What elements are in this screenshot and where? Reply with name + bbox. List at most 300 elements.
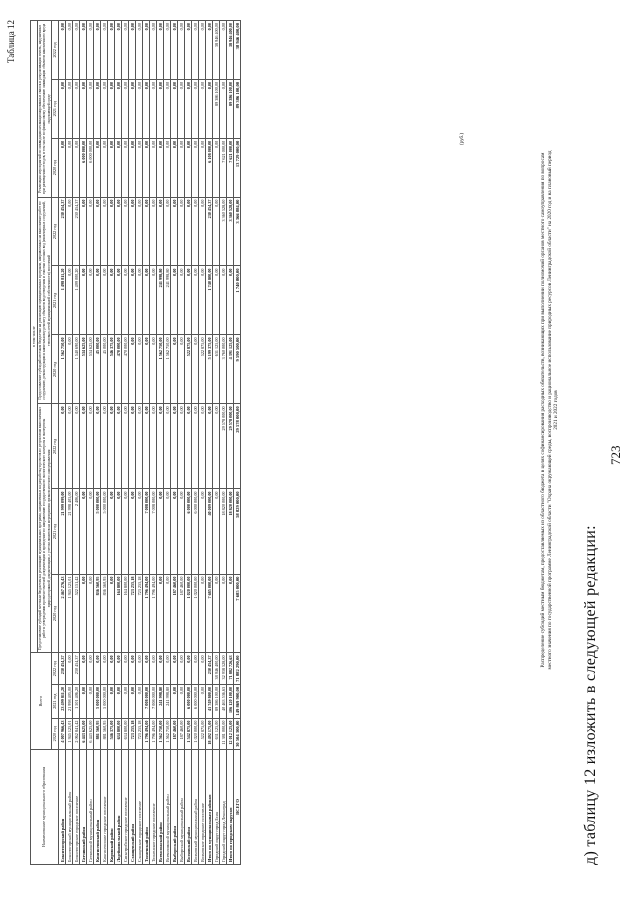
cell-value: 6 108 000,00: [206, 138, 213, 197]
row-name: Бокситогорский муниципальный район: [66, 750, 73, 865]
cell-value: 0,00: [171, 489, 178, 574]
cell-value: 0,00: [164, 138, 171, 197]
row-name: Выборгский муниципальный район: [178, 750, 185, 865]
cell-value: 0,00: [122, 197, 129, 266]
year-header-y2021: 2021 год: [52, 684, 59, 718]
cell-value: 0,00: [66, 266, 73, 335]
cell-value: 0,00: [101, 653, 108, 684]
cell-value: 0,00: [213, 266, 220, 335]
year-header-y2020: 2020 год: [52, 138, 59, 197]
row-name: Кингисеппский район: [94, 750, 101, 865]
cell-value: 522 151,42: [73, 574, 80, 653]
cell-value: 0,00: [150, 21, 157, 80]
cell-value: 0,00: [199, 138, 206, 197]
table-row: [164, 21, 171, 865]
total-value: 9 590 500,00: [234, 335, 241, 404]
cell-value: 0,00: [94, 197, 101, 266]
cell-value: 2 406,00: [73, 489, 80, 574]
row-name: Городской округ город Есин: [213, 750, 220, 865]
cell-value: 45 000,00: [94, 335, 101, 404]
cell-value: 1 020 000,00: [192, 718, 199, 749]
cell-value: 0,00: [80, 489, 87, 574]
cell-value: 0,00: [122, 138, 129, 197]
cell-value: 7 008 000,00: [150, 684, 157, 718]
cell-value: 0,00: [101, 404, 108, 489]
cell-value: 3 360 528,00: [220, 197, 227, 266]
table-row: [220, 21, 227, 865]
cell-value: 1 740 800,00: [206, 266, 213, 335]
cell-value: 40 009 000,00: [206, 489, 213, 574]
cell-value: 0,00: [66, 79, 73, 138]
total-value: 13 729 000,00: [234, 138, 241, 197]
cell-value: 0,00: [66, 653, 73, 684]
cell-value: 0,00: [101, 21, 108, 80]
cell-value: 0,00: [108, 197, 115, 266]
cell-value: 0,00: [108, 21, 115, 80]
cell-value: 0,00: [157, 21, 164, 80]
table-row: [178, 21, 185, 865]
cell-value: 0,00: [115, 197, 122, 266]
cell-value: 164 800,00: [115, 574, 122, 653]
cell-value: 0,00: [59, 138, 66, 197]
cell-value: 0,00: [101, 197, 108, 266]
cell-value: 0,00: [136, 197, 143, 266]
cell-value: 0,00: [185, 79, 192, 138]
cell-value: 0,00: [129, 138, 136, 197]
cell-value: 0,00: [192, 266, 199, 335]
cell-value: 6 443 625,00: [87, 718, 94, 749]
year-header-y2021: 2021 год: [52, 489, 59, 574]
cell-value: 6 443 625,00: [80, 718, 87, 749]
cell-value: 0,00: [171, 404, 178, 489]
row-name: Всеволожский муниципальный район: [164, 750, 171, 865]
table-row: [129, 21, 136, 865]
cell-value: 836 560,95: [101, 574, 108, 653]
col-header-group-3: Реализация мероприятий по ликвидации несанкционированных свалок и рекультивации земель, нарушенных при размещении отходов, в том числе по финансовому обеспечению ликвидации объектов накопленного вреда окружающей среде: [37, 21, 51, 198]
cell-value: 3 360 528,00: [227, 197, 234, 266]
cell-value: 1 796 494,00: [143, 574, 150, 653]
cell-value: 1 499 000,20: [73, 266, 80, 335]
cell-value: 522 875,00: [185, 335, 192, 404]
cell-value: 0,00: [94, 653, 101, 684]
table-row: [87, 21, 94, 865]
cell-value: 0,00: [143, 404, 150, 489]
cell-value: 0,00: [185, 266, 192, 335]
total-value: 7 685 000,00: [234, 574, 241, 653]
cell-value: 534 625,00: [80, 335, 87, 404]
cell-value: 0,00: [178, 404, 185, 489]
cell-value: 0,00: [192, 21, 199, 80]
cell-value: 0,00: [199, 404, 206, 489]
year-header-y2020: 2020 год: [52, 718, 59, 749]
row-name: Тосненский район: [143, 750, 150, 865]
cell-value: 2 062 841,42: [73, 718, 80, 749]
table-row: [136, 21, 143, 865]
cell-value: 0,00: [115, 653, 122, 684]
cell-value: 522 875,00: [199, 335, 206, 404]
total-label: ВСЕГО: [234, 750, 241, 865]
row-name: Лодейнопольский район: [115, 750, 122, 865]
cell-value: 0,00: [178, 653, 185, 684]
table-row: [171, 21, 178, 865]
cell-value: 106 120 100,00: [227, 684, 234, 718]
cell-value: 0,00: [87, 197, 94, 266]
row-name: Кингисеппское городское поселение: [101, 750, 108, 865]
table-row: [66, 21, 73, 865]
table-row: [185, 21, 192, 865]
cell-value: 0,00: [185, 404, 192, 489]
cell-value: 0,00: [178, 197, 185, 266]
cell-value: 0,00: [143, 138, 150, 197]
cell-value: 0,00: [129, 79, 136, 138]
cell-value: 0,00: [122, 79, 129, 138]
cell-value: 71 882 726,63: [227, 653, 234, 684]
cell-value: 0,00: [199, 79, 206, 138]
row-name: Итого по городским округам: [227, 750, 234, 865]
cell-value: 1 796 494,00: [143, 718, 150, 749]
table-row: [115, 21, 122, 865]
cell-value: 0,00: [66, 138, 73, 197]
cell-value: 0,00: [157, 489, 164, 574]
cell-value: 0,00: [59, 79, 66, 138]
year-header-y2020: 2020 год: [52, 574, 59, 653]
row-name: Всеволожский район: [157, 750, 164, 865]
cell-value: 6 000 000,00: [87, 138, 94, 197]
row-name: Волховский район: [185, 750, 192, 865]
cell-value: 0,00: [129, 21, 136, 80]
cell-value: 187 460,00: [171, 574, 178, 653]
cell-value: 0,00: [59, 21, 66, 80]
table-caption: Распределение субсидий местным бюджетам, предоставляемых из областного бюджета в целях софинансирования расходных обязательств, возникающих при выполнении полномочий органов местного самоуправления по вопросам местного значения по государственной программе Ленинградской области "Охрана окружающей среды, воспроизводство и рациональное использование природных ресурсов Ленинградской области" на 2020 год и на плановый период 2021 и 2022 годов: [540, 150, 559, 670]
cell-value: 836 560,95: [94, 574, 101, 653]
cell-value: 0,00: [164, 21, 171, 80]
cell-value: 0,00: [157, 79, 164, 138]
year-header-y2022: 2022 год: [52, 21, 59, 80]
cell-value: 230 454,37: [59, 197, 66, 266]
cell-value: 0,00: [178, 266, 185, 335]
cell-value: 0,00: [80, 266, 87, 335]
cell-value: 0,00: [220, 79, 227, 138]
cell-value: 5 000 000,00: [101, 684, 108, 718]
cell-value: 21 999 099,00: [59, 489, 66, 574]
cell-value: 0,00: [108, 79, 115, 138]
row-name: Городской округ город Ленинград: [220, 750, 227, 865]
year-header-y2021: 2021 год: [52, 266, 59, 335]
cell-value: 89 386 100,00: [213, 684, 220, 718]
cell-value: 0,00: [185, 138, 192, 197]
cell-value: 7 621 000,00: [220, 138, 227, 197]
total-value: 149 869 900,00: [234, 684, 241, 718]
cell-value: 0,00: [129, 266, 136, 335]
total-value: 29 578 000,00: [234, 404, 241, 489]
cell-value: 0,00: [136, 335, 143, 404]
cell-value: 38 946 400,00: [227, 21, 234, 80]
cell-value: 0,00: [80, 684, 87, 718]
cell-value: 0,00: [213, 138, 220, 197]
cell-value: 41 749 800,00: [206, 684, 213, 718]
cell-value: 187 460,00: [178, 574, 185, 653]
cell-value: 522 875,00: [199, 718, 206, 749]
col-header-group-1: Предоставление субсидий местным бюджетам на реализацию муниципальных программ, направленных на разработку проектов по результатам выполненных работ и утверждении проектно-сметной документации и проведение по направлению государственного экологического контроля и экспертизы природоохранной документации, с учетом лимитов на мероприятия органов местного самоуправления: [37, 404, 51, 653]
cell-value: 0,00: [122, 21, 129, 80]
cell-value: 0,00: [136, 653, 143, 684]
cell-value: 5 199 375,00: [206, 335, 213, 404]
cell-value: 12 012 125,00: [227, 718, 234, 749]
cell-value: 1 796 494,00: [150, 574, 157, 653]
total-value: 89 386 100,00: [234, 79, 241, 138]
cell-value: 0,00: [136, 138, 143, 197]
page-heading: д) таблицу 12 изложить в следующей редакции:: [582, 525, 599, 865]
cell-value: 0,00: [220, 574, 227, 653]
col-header-total: Всего: [31, 653, 52, 750]
cell-value: 0,00: [199, 197, 206, 266]
cell-value: 230 454,37: [59, 653, 66, 684]
cell-value: 723 255,18: [136, 574, 143, 653]
cell-value: 0,00: [66, 335, 73, 404]
cell-value: 4 391 125,00: [227, 335, 234, 404]
table-row: [206, 21, 213, 865]
cell-value: 0,00: [129, 404, 136, 489]
row-name: Гатчинский муниципальный район: [87, 750, 94, 865]
cell-value: 29 578 000,00: [220, 404, 227, 489]
cell-value: 0,00: [101, 79, 108, 138]
cell-value: 0,00: [94, 138, 101, 197]
table-row: [122, 21, 129, 865]
year-header-y2022: 2022 год: [52, 197, 59, 266]
cell-value: 0,00: [80, 574, 87, 653]
cell-value: 0,00: [115, 684, 122, 718]
cell-value: 0,00: [73, 404, 80, 489]
row-name: Бокситогорское городское поселение: [73, 750, 80, 865]
cell-value: 230 454,37: [206, 653, 213, 684]
cell-value: 0,00: [80, 79, 87, 138]
cell-value: 0,00: [150, 653, 157, 684]
cell-value: 5 000 000,00: [94, 489, 101, 574]
cell-value: 6 000 000,00: [192, 489, 199, 574]
cell-value: 0,00: [185, 197, 192, 266]
cell-value: 0,00: [171, 266, 178, 335]
cell-value: 0,00: [80, 21, 87, 80]
cell-value: 0,00: [171, 138, 178, 197]
cell-value: 0,00: [143, 79, 150, 138]
cell-value: 0,00: [136, 79, 143, 138]
cell-value: 0,00: [108, 684, 115, 718]
cell-value: 634 800,00: [115, 718, 122, 749]
cell-value: 546 375,00: [108, 718, 115, 749]
table-row: [108, 21, 115, 865]
cell-value: 0,00: [150, 197, 157, 266]
cell-value: 0,00: [87, 653, 94, 684]
row-name: Итого по муниципальным районам: [206, 750, 213, 865]
cell-value: 0,00: [171, 197, 178, 266]
cell-value: 0,00: [150, 79, 157, 138]
cell-value: 0,00: [115, 79, 122, 138]
cell-value: 1 020 000,00: [192, 574, 199, 653]
cell-value: 0,00: [199, 653, 206, 684]
cell-value: 0,00: [220, 266, 227, 335]
cell-value: 0,00: [150, 138, 157, 197]
cell-value: 0,00: [122, 404, 129, 489]
cell-value: 0,00: [171, 684, 178, 718]
cell-value: 0,00: [178, 335, 185, 404]
cell-value: 0,00: [129, 684, 136, 718]
cell-value: 0,00: [122, 489, 129, 574]
cell-value: 23 499 811,20: [59, 684, 66, 718]
cell-value: 0,00: [143, 266, 150, 335]
cell-value: 6 000 000,00: [185, 684, 192, 718]
row-name: Выборгский район: [171, 750, 178, 865]
cell-value: 0,00: [192, 653, 199, 684]
cell-value: 0,00: [129, 335, 136, 404]
cell-value: 0,00: [206, 404, 213, 489]
row-name: Волховское городское поселение: [199, 750, 206, 865]
page-number: 723: [608, 445, 623, 465]
cell-value: 0,00: [178, 79, 185, 138]
cell-value: 1 945 125,01: [66, 574, 73, 653]
cell-value: 0,00: [171, 21, 178, 80]
cell-value: 0,00: [66, 21, 73, 80]
cell-value: 0,00: [150, 335, 157, 404]
cell-value: 0,00: [164, 197, 171, 266]
table-row: [94, 21, 101, 865]
cell-value: 6 000 000,00: [192, 684, 199, 718]
cell-value: 0,00: [213, 197, 220, 266]
cell-value: 5 000 000,00: [101, 489, 108, 574]
cell-value: 881 560,95: [101, 718, 108, 749]
cell-value: 0,00: [206, 21, 213, 80]
row-name: Сланцевское городское поселение: [136, 750, 143, 865]
row-name: Кировский район: [108, 750, 115, 865]
cell-value: 1 562 750,00: [157, 718, 164, 749]
cell-value: 164 800,00: [122, 574, 129, 653]
cell-value: 1 562 750,00: [59, 335, 66, 404]
cell-value: 0,00: [178, 138, 185, 197]
cell-value: 45 000,00: [101, 335, 108, 404]
cell-value: 0,00: [143, 21, 150, 80]
cell-value: 7 008 000,00: [150, 489, 157, 574]
table-row: [59, 21, 66, 865]
cell-value: 0,00: [199, 574, 206, 653]
cell-value: 0,00: [185, 653, 192, 684]
cell-value: 0,00: [136, 266, 143, 335]
table-row: [157, 21, 164, 865]
cell-value: 0,00: [122, 653, 129, 684]
cell-value: 11 381 000,00: [220, 718, 227, 749]
cell-value: 0,00: [164, 653, 171, 684]
total-value: 38 946 400,00: [234, 21, 241, 80]
cell-value: 0,00: [171, 79, 178, 138]
total-row: [234, 21, 241, 865]
col-header-in-that: в том числе: [31, 21, 38, 653]
cell-value: 0,00: [213, 489, 220, 574]
cell-value: 18 820 000,00: [227, 489, 234, 574]
cell-value: 0,00: [143, 335, 150, 404]
cell-value: 0,00: [213, 404, 220, 489]
cell-value: 0,00: [157, 653, 164, 684]
cell-value: 89 386 100,00: [213, 79, 220, 138]
cell-value: 0,00: [213, 574, 220, 653]
year-header-row: [52, 21, 59, 865]
cell-value: 187 460,00: [171, 718, 178, 749]
total-value: 3 366 884,00: [234, 197, 241, 266]
cell-value: 0,00: [199, 21, 206, 80]
cell-value: 0,00: [199, 489, 206, 574]
cell-value: 0,00: [87, 684, 94, 718]
cell-value: 0,00: [164, 404, 171, 489]
cell-value: 0,00: [73, 21, 80, 80]
cell-value: 723 255,18: [129, 574, 136, 653]
cell-value: 0,00: [87, 574, 94, 653]
cell-value: 0,00: [171, 653, 178, 684]
cell-value: 881 560,95: [94, 718, 101, 749]
cell-value: 0,00: [66, 404, 73, 489]
cell-value: 0,00: [108, 266, 115, 335]
cell-value: 0,00: [129, 489, 136, 574]
cell-value: 0,00: [80, 197, 87, 266]
cell-value: 1 020 000,00: [185, 574, 192, 653]
cell-value: 32 938 528,00: [220, 653, 227, 684]
cell-value: 230 454,37: [73, 653, 80, 684]
cell-value: 1 540 690,00: [73, 335, 80, 404]
cell-value: 40 463 536,63: [220, 684, 227, 718]
cell-value: 0,00: [108, 653, 115, 684]
cell-value: 0,00: [115, 138, 122, 197]
table-body: [59, 21, 241, 865]
table-row: [192, 21, 199, 865]
cell-value: 0,00: [115, 489, 122, 574]
cell-value: 1 562 750,00: [164, 335, 171, 404]
cell-value: 0,00: [73, 138, 80, 197]
cell-value: 230 454,37: [73, 197, 80, 266]
cell-value: 0,00: [87, 21, 94, 80]
cell-value: 534 625,00: [87, 335, 94, 404]
cell-value: 0,00: [129, 197, 136, 266]
cell-value: 0,00: [150, 404, 157, 489]
col-header-group-2: Предоставление субсидий местным бюджетам на реализацию муниципальных программ, направленных на выполнение работ по сооружению, реконструкции и капитальному ремонту объектов водоотведения и очистки сточных вод (инженерных сооружений, тепловых сетей муниципальной собственности) поселений: [37, 197, 51, 404]
cell-value: 0,00: [122, 684, 129, 718]
col-header-name: Наименование муниципального образования: [31, 750, 59, 865]
cell-value: 0,00: [136, 404, 143, 489]
cell-value: 0,00: [227, 266, 234, 335]
cell-value: 5 000 000,00: [94, 684, 101, 718]
table-label: Таблица 12: [6, 20, 16, 63]
cell-value: 0,00: [192, 404, 199, 489]
cell-value: 0,00: [108, 404, 115, 489]
cell-value: 7 008 000,00: [143, 684, 150, 718]
cell-value: 21 998 405,00: [66, 489, 73, 574]
subsidy-table: [30, 20, 241, 865]
cell-value: 0,00: [122, 266, 129, 335]
cell-value: 89 386 100,00: [227, 79, 234, 138]
table-row: [213, 21, 220, 865]
cell-value: 0,00: [143, 197, 150, 266]
cell-value: 29 578 000,00: [227, 404, 234, 489]
cell-value: 0,00: [94, 266, 101, 335]
row-name: Волховский муниципальный район: [192, 750, 199, 865]
cell-value: 0,00: [115, 266, 122, 335]
cell-value: 1 542 875,00: [185, 718, 192, 749]
cell-value: 631 125,00: [213, 718, 220, 749]
cell-value: 0,00: [157, 138, 164, 197]
cell-value: 0,00: [192, 79, 199, 138]
cell-value: 0,00: [101, 266, 108, 335]
cell-value: 1 498 811,20: [59, 266, 66, 335]
cell-value: 0,00: [171, 335, 178, 404]
cell-value: 470 000,00: [122, 335, 129, 404]
cell-value: 6 000 000,00: [185, 489, 192, 574]
cell-value: 1 945 125,01: [66, 718, 73, 749]
cell-value: 230 454,37: [206, 197, 213, 266]
